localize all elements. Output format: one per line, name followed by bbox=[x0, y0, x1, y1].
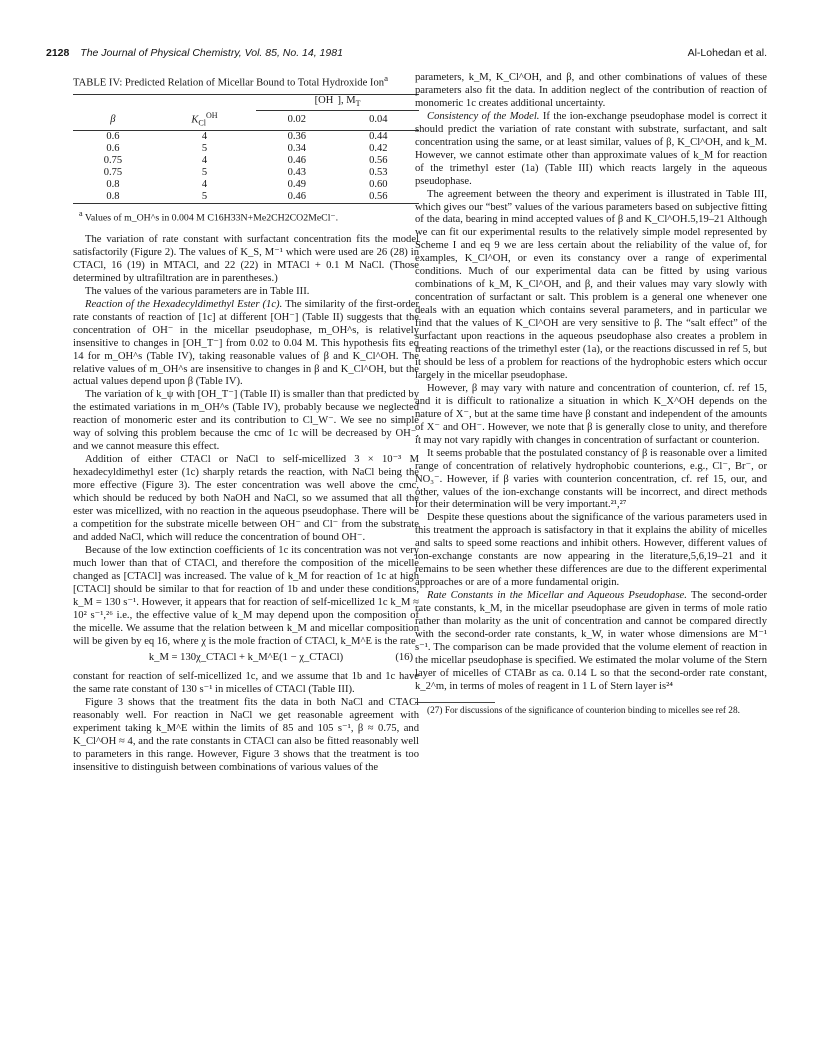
col-beta: β bbox=[110, 113, 116, 125]
section-heading: Consistency of the Model. bbox=[427, 110, 540, 122]
table-row: 0.8 4 0.49 0.60 bbox=[106, 178, 388, 190]
paragraph: Rate Constants in the Micellar and Aqueous Pseudophase. The second-order rate constants, k_M, in the micellar pseudophase are given in terms of mole ratio rather than molarity as the unit of concentration and cannot be compared directly with the second-order rate constants, k_W, in water whose dimensions are M⁻¹ s⁻¹. The comparison can be made provided that the volume element of reaction in the micellar pseudophase is specified. We estimated the molar volume of the Stern layer of micelles of CTABr as ca. 0.14 L so that the second-order rate constant, k_2^m, in terms of moles of reagent in 1 L of Stern layer is²⁴ bbox=[415, 590, 767, 692]
col-kcl: $K_{Cl}^{OH}$ bbox=[191, 111, 218, 128]
table-row: 0.6 4 0.36 0.44 bbox=[106, 130, 388, 142]
paragraph: The agreement between the theory and experiment is illustrated in Table III, which gives our “best” values of the various parameters based on subjective fitting of the data, bearing in mind accepted values of β and K_Cl^OH.5,19–21 Although we can fit our experimental results to the relatively simple model represented by Scheme I and eq 9 we are less certain about the reliability of the value of, for examples, K_Cl^OH, or even its constancy over a range of experimental conditions. Much of our experimental data can be fitted by using various combinations of k_M, K_Cl^OH, and β, and their values may vary slowly with concentration of surfactant or salt. This problem is a general one whenever one deals with an equation which contains several parameters, and in particular we find that the values of K_Cl^OH are very sensitive to β. The “salt effect” of the surfactant upon reactions in the aqueous pseudophase also creates a problem in treating reactions of the trimethyl ester (1a), or the reactions discussed in ref 5, but it should be less of a problem for reactions of the hydrophobic esters which occur largely in the micellar pseudophase. bbox=[415, 188, 767, 381]
table-iv bbox=[73, 94, 419, 204]
page-number: 2128 bbox=[46, 47, 70, 59]
table-caption: TABLE IV: Predicted Relation of Micellar Bound to Total Hydroxide Ion$^a$ bbox=[73, 73, 388, 89]
table-row: 0.75 4 0.46 0.56 bbox=[103, 154, 388, 166]
table-row: 0.8 5 0.46 0.56 bbox=[73, 191, 419, 204]
paragraph: It seems probable that the postulated constancy of β is reasonable over a limited range of concentration of relatively hydrophobic counterions, e.g., Cl⁻, Br⁻, or NO₃⁻. However, if β varies with counterion concentration, cf. ref 15, our, and other, values of the ion-exchange constants will be incorrect, and direct methods for their determination will be very important.²¹,²⁷ bbox=[415, 447, 767, 511]
paragraph: constant for reaction of self-micellized 1c, and we assume that 1b and 1c have the same rate constant of 130 s⁻¹ in micelles of CTACl (Table III). bbox=[73, 671, 419, 696]
footnote-27: (27) For discussions of the significance of counterion binding to micelles see ref 28. bbox=[427, 705, 740, 716]
table-header-row bbox=[73, 110, 419, 130]
paragraph: The values of the various parameters are in Table III. bbox=[85, 285, 310, 297]
table-row: 0.6 5 0.34 0.42 bbox=[106, 142, 388, 154]
paragraph: Consistency of the Model. If the ion-exchange pseudophase model is correct it should predict the variation of rate constant with substrate, surfactant, and salt concentration using the same, or at least similar, values of β, K_Cl^OH, and k_M. However, we cannot estimate other than approximate values of k_M for reaction of the trimethyl ester (1a) (Table III) which reacts largely in the aqueous pseudophase. bbox=[415, 110, 767, 187]
paragraph: However, β may vary with nature and concentration of counterion, cf. ref 15, and it is difficult to rationalize a situation in which K_X^OH depends on the nature of X⁻, but at the same time have β constant and independent of the amounts of X⁻ and OH⁻. However, we note that β is generally close to unity, and therefore it may not vary rapidly with changes in concentration of surfactant or counterion. bbox=[415, 382, 767, 446]
paragraph: The variation of k_ψ with [OH_T⁻] (Table II) is smaller than that predicted by the estimated variations in m_OH^s (Table IV), probably because we neglected reaction of monomeric ester and its contribution to Cl_W⁻. We see no simple way of solving this problem because the cmc of 1c will be decreased by OH⁻, and we cannot measure this effect. bbox=[73, 389, 419, 453]
table-row: 0.75 5 0.43 0.53 bbox=[103, 166, 388, 178]
left-column bbox=[73, 72, 419, 775]
section-heading: Reaction of the Hexadecyldimethyl Ester (1c). bbox=[85, 298, 283, 310]
paragraph: Despite these questions about the significance of the various parameters used in this treatment the approach is satisfactory in that it explains the ability of micelles and salts to speed some reactions and inhibit others. However, different values of ion-exchange constants are now appearing in the literature,5,6,19–21 and it remains to be seen whether these differences are due to the different experimental approaches or are of a more fundamental origin. bbox=[415, 512, 767, 589]
table-group-header-row bbox=[73, 94, 419, 110]
paragraph: Figure 3 shows that the treatment fits the data in both NaCl and CTACl reasonably well. For reaction in NaCl we get reasonable agreement with experiment taking k_M^E within the limits of 85 and 105 s⁻¹, β ≈ 0.75, and K_Cl^OH ≈ 4, and the rate constants in CTACl can also be fitted reasonably well to parameters in this range. However, Figure 3 shows that the treatment is too insensitive to distinguish between combinations of various values of the bbox=[73, 697, 419, 774]
paragraph: Reaction of the Hexadecyldimethyl Ester (1c). The similarity of the first-order rate constants of reaction of [1c] at different [OH⁻] (Table II) suggests that the concentration of OH⁻ in the micellar pseudophase, m_OH^s, is relatively insensitive to changes in [OH_T⁻] from 0.02 to 0.04 M. This hypothesis fits eq 14 for m_OH^s (Table IV), taking reasonable values of β and K_Cl^OH. The relative values of m_OH^s are insensitive to changes in β and K_Cl^OH, but the actual values depend upon β (Table IV). bbox=[73, 298, 419, 388]
col-conc-2: 0.04 bbox=[369, 114, 388, 126]
footnote-divider bbox=[415, 702, 495, 703]
equation-number: (16) bbox=[395, 652, 413, 664]
right-column bbox=[415, 72, 767, 717]
paragraph: The variation of rate constant with surfactant concentration fits the model satisfactorily (Figure 2). The values of K_S, M⁻¹ which were used are 26 (28) in CTACl, 16 (19) in MTACl, and 22 (22) in MTACl + 0.1 M NaCl. (Those determined by ultrafiltration are in parentheses.) bbox=[73, 233, 419, 284]
page-header bbox=[46, 47, 767, 63]
paragraph: Addition of either CTACl or NaCl to self-micellized 3 × 10⁻³ M hexadecyldimethyl ester (1c) sharply retards the reaction, with NaCl being the more effective (Figure 3). The ester concentration was well above the cmc, which should be reduced by both NaOH and NaCl, so we assumed that all the ester was micellized, with no reaction in the aqueous pseudophase. There will be a competition for the substrate micelle between OH⁻ and Cl⁻ from the substrate and added NaCl, which will reduce the concentration of bound OH⁻. bbox=[73, 454, 419, 543]
table-group-header: [OH ], $M_T$ bbox=[256, 94, 419, 110]
equation-16: k_M = 130χ_CTACl + k_M^E(1 − χ_CTACl) (16) bbox=[148, 652, 413, 664]
journal-citation: The Journal of Physical Chemistry, Vol. 85, No. 14, 1981 bbox=[80, 47, 343, 59]
col-conc-1: 0.02 bbox=[287, 114, 306, 126]
paragraph: parameters, k_M, K_Cl^OH, and β, and other combinations of values of these parameters also fit the data. In addition neglect of the contribution of reaction of monomeric 1c creates additional uncertainty. bbox=[415, 72, 767, 109]
table-footnote: $^a$ Values of m_OH^s in 0.004 M C16H33N+Me2CH2CO2MeCl⁻. bbox=[79, 208, 339, 223]
section-heading: Rate Constants in the Micellar and Aqueous Pseudophase. bbox=[427, 590, 687, 602]
paragraph: Because of the low extinction coefficients of 1c its concentration was not very much lower than that of CTACl, and therefore the composition of the micelle changed as [CTACl] was increased. The value of k_M for reaction of 1c at high [CTACl] should be similar to that for reaction of 1b and under these conditions, k_M = 130 s⁻¹. However, it appears that for reaction of self-micellized 1c k_M ≈ 10² s⁻¹,²⁶ i.e., the effective value of k_M may depend upon the composition of the micelle. We assume that the relation between k_M and micellar composition will be given by eq 16, where χ is the mole fraction of CTACl, k_M^E is the rate bbox=[73, 544, 419, 647]
running-authors: Al-Lohedan et al. bbox=[687, 47, 767, 59]
